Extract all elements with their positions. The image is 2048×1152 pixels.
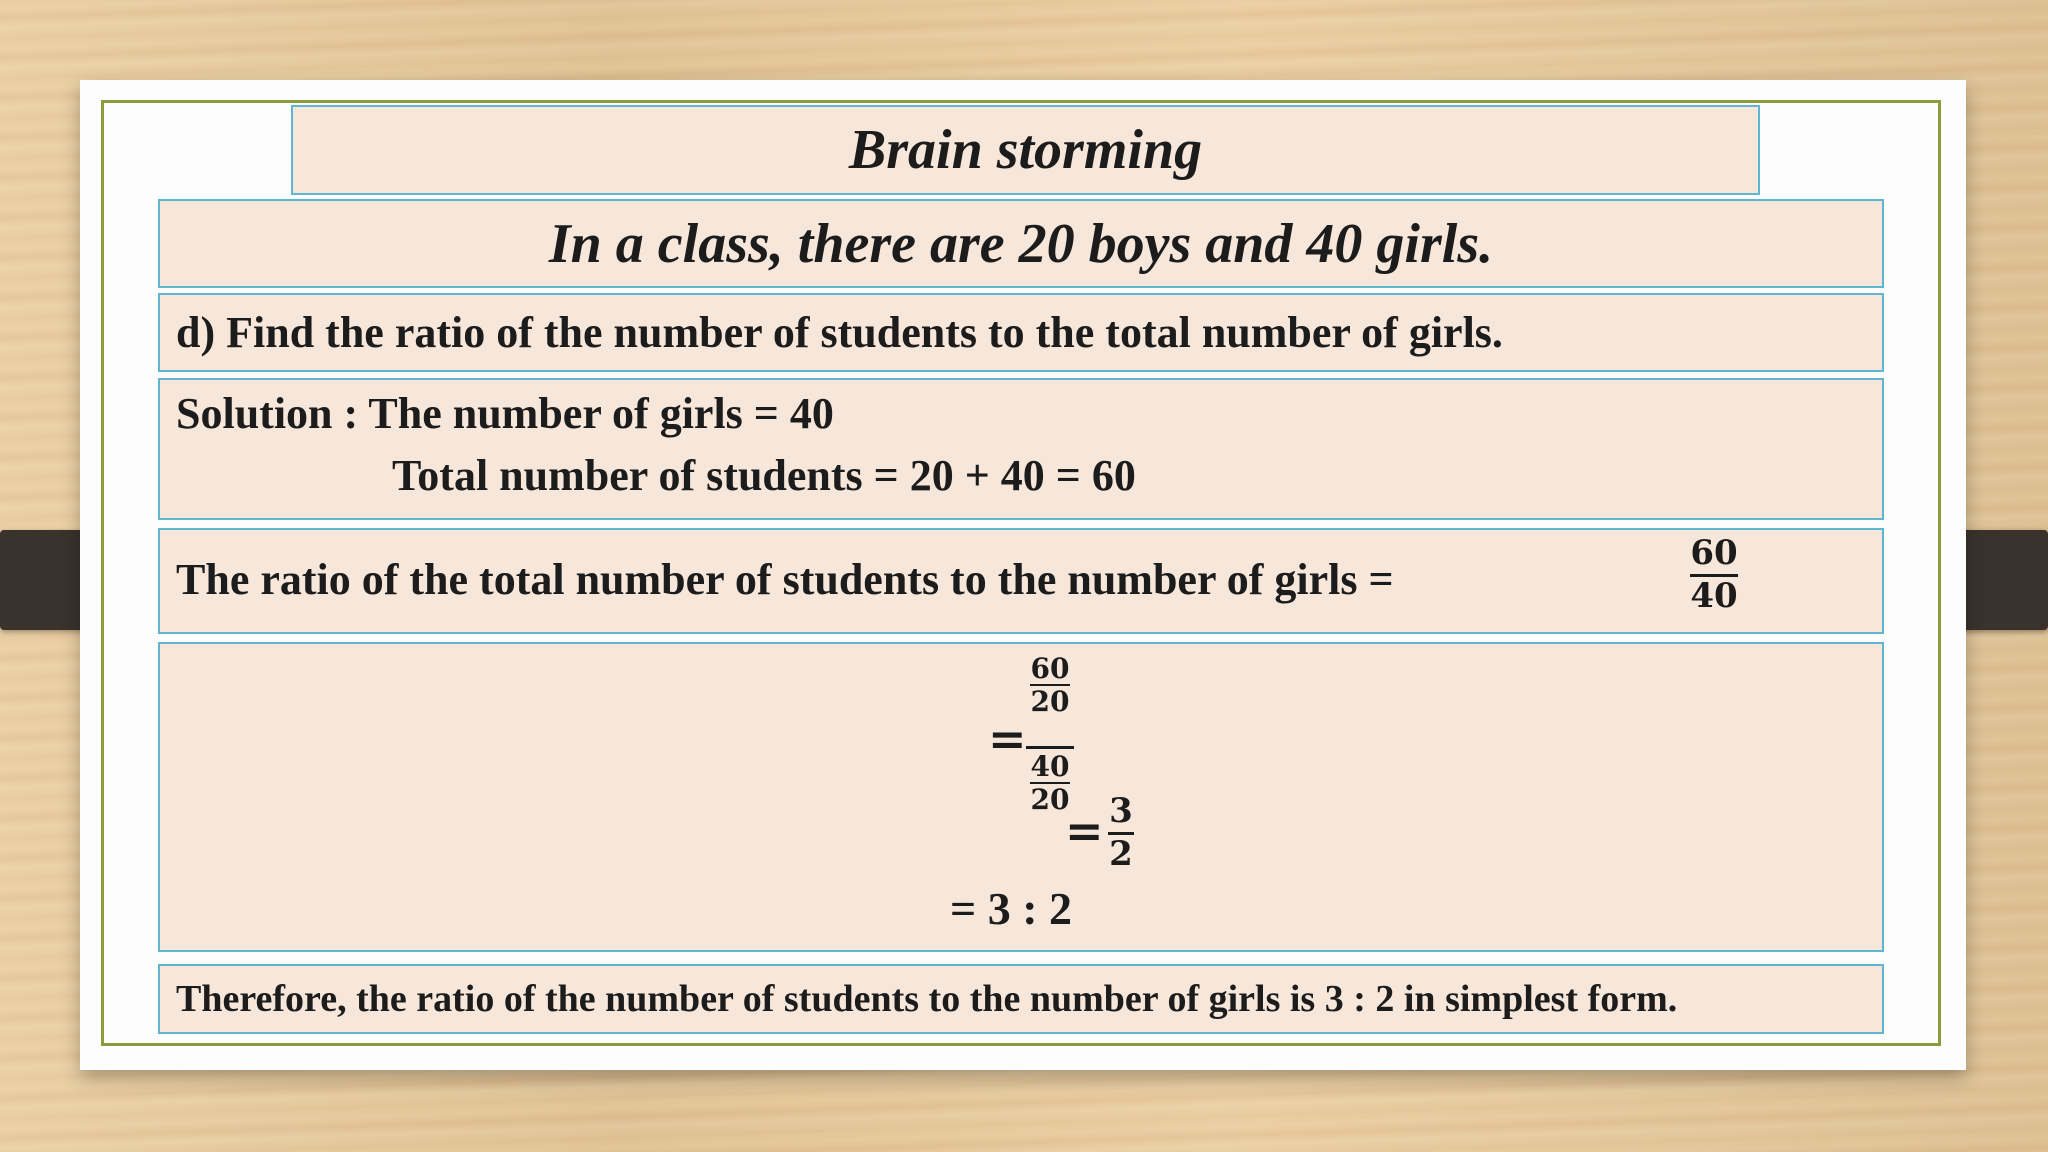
bottom-fraction-numerator: 40 [1030,750,1070,783]
working-box [158,642,1884,952]
bottom-fraction [1030,752,1070,815]
ratio-numerator: 60 [1690,533,1738,573]
simplified-denominator: 2 [1109,833,1133,874]
solution-line-girls: Solution : The number of girls = 40 [176,389,834,438]
main-fraction-bar [1026,746,1074,749]
slide-title: Brain storming [291,105,1760,195]
given-statement: In a class, there are 20 boys and 40 girls. [158,199,1884,288]
equals-sign-2: = [1065,804,1104,858]
simplified-numerator: 3 [1109,791,1133,831]
ratio-statement: The ratio of the total number of students to the number of girls = [176,555,1394,604]
ratio-denominator: 40 [1690,575,1738,616]
top-fraction-numerator: 60 [1030,652,1070,685]
solution-line-total: Total number of students = 20 + 40 = 60 [392,451,1136,500]
equals-sign-1: = [988,712,1027,766]
ratio-box [158,528,1884,634]
solution-box [158,378,1884,520]
top-fraction [1030,654,1070,717]
final-ratio: = 3 : 2 [950,883,1073,934]
question-text: d) Find the ratio of the number of students to the total number of girls. [158,293,1884,372]
bottom-fraction-denominator: 20 [1030,783,1070,817]
slide-card [80,80,1966,1070]
top-fraction-denominator: 20 [1030,685,1070,719]
simplified-fraction [1108,791,1134,874]
ratio-fraction [1690,533,1738,616]
conclusion-text: Therefore, the ratio of the number of students to the number of girls is 3 : 2 in simplest form. [158,964,1884,1034]
